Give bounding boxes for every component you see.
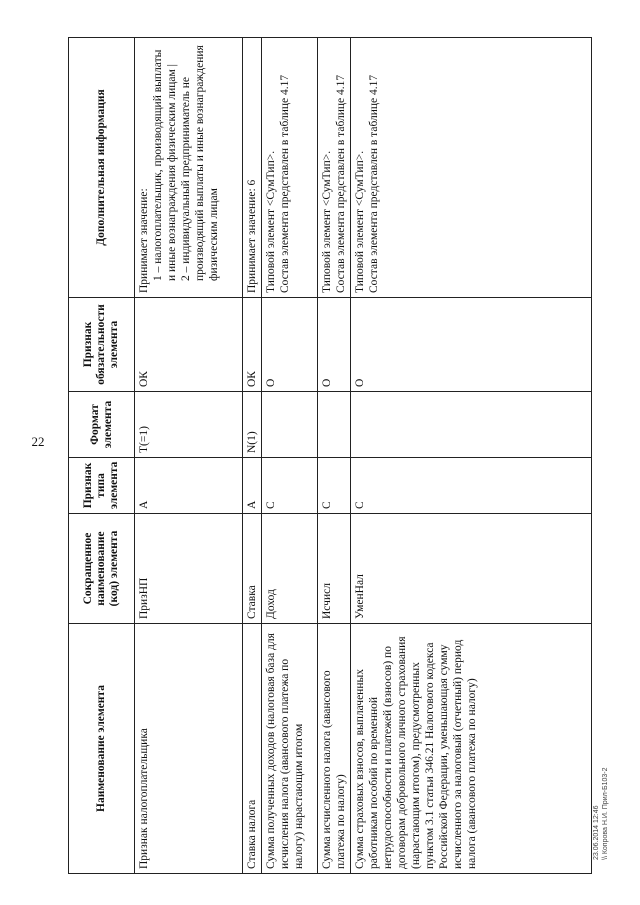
cell-code: Доход xyxy=(262,514,318,624)
cell-info xyxy=(243,38,262,298)
cell-name: Сумма полученных доходов (налоговая база для исчисления налога (авансового платежа по налогу) нарастающим итогом xyxy=(262,624,318,874)
rotated-table-container xyxy=(68,38,592,874)
table-row xyxy=(262,38,318,874)
cell-info xyxy=(318,38,351,298)
element-spec-table xyxy=(68,37,592,874)
stamp-date: 23.06.2014 12:46 xyxy=(593,805,600,860)
info-line: Состав элемента представлен в таблице 4.17 xyxy=(368,74,380,293)
cell-name: Сумма исчисленного налога (авансового платежа по налогу) xyxy=(318,624,351,874)
info-line: 2 – индивидуальный предприниматель не производящий выплаты и иные вознаграждения физическим лицам xyxy=(180,45,220,281)
cell-type: А xyxy=(135,458,243,514)
table-row xyxy=(318,38,351,874)
cell-type: С xyxy=(262,458,318,514)
header-element-type: Признак типа элемента xyxy=(69,458,135,514)
header-element-format: Формат элемента xyxy=(69,392,135,458)
cell-type: С xyxy=(318,458,351,514)
cell-name: Сумма страховых взносов, выплаченных работникам пособий по временной нетрудоспособности и платежей (взносов) по договорам добровольного личного страхования (нарастающим итогом), предусмотренных пунктом 3.1 статьи 346.21 Налогового кодекса Российской Федерации, уменьшающая сумму исчисленного за налоговый (отчетный) период налога (авансового платежа по налогу) xyxy=(351,624,592,874)
cell-code: УменНал xyxy=(351,514,592,624)
table-row xyxy=(351,38,592,874)
cell-info xyxy=(351,38,592,298)
header-additional-info: Дополнительная информация xyxy=(69,38,135,298)
info-line: Типовой элемент <СумТип>. xyxy=(354,150,366,293)
info-line: Принимает значение: 6 xyxy=(246,179,258,293)
cell-type: А xyxy=(243,458,262,514)
document-stamp xyxy=(592,720,618,860)
table-row xyxy=(243,38,262,874)
cell-required: О xyxy=(351,298,592,392)
cell-required: ОК xyxy=(135,298,243,392)
info-line: Типовой элемент <СумТип>. xyxy=(265,150,277,293)
header-element-required: Признак обязательности элемента xyxy=(69,298,135,392)
table-row xyxy=(135,38,243,874)
cell-type: С xyxy=(351,458,592,514)
cell-name: Признак налогоплательщика xyxy=(135,624,243,874)
info-line: Состав элемента представлен в таблице 4.17 xyxy=(335,74,347,293)
cell-format xyxy=(262,392,318,458)
header-element-code: Сокращенное наименование (код) элемента xyxy=(69,514,135,624)
cell-required: О xyxy=(262,298,318,392)
info-line: Состав элемента представлен в таблице 4.17 xyxy=(279,74,291,293)
cell-name: Ставка налога xyxy=(243,624,262,874)
cell-format xyxy=(318,392,351,458)
cell-format: T(=1) xyxy=(135,392,243,458)
cell-code: ПризНП xyxy=(135,514,243,624)
table-header-row xyxy=(69,38,135,874)
info-line: 1 – налогоплательщик, производящий выплаты и иные вознаграждения физическим лицам | xyxy=(152,49,178,281)
cell-info xyxy=(262,38,318,298)
page-number: 22 xyxy=(31,434,45,449)
stamp-path: \\ Копрова Н.И. Прил-Б103-2 xyxy=(602,767,609,860)
info-line: Принимает значение: xyxy=(138,188,150,293)
cell-required: ОК xyxy=(243,298,262,392)
cell-info xyxy=(135,38,243,298)
header-element-name: Наименование элемента xyxy=(69,624,135,874)
info-line: Типовой элемент <СумТип>. xyxy=(321,150,333,293)
cell-required: О xyxy=(318,298,351,392)
cell-code: Исчисл xyxy=(318,514,351,624)
cell-code: Ставка xyxy=(243,514,262,624)
cell-format xyxy=(351,392,592,458)
cell-format: N(1) xyxy=(243,392,262,458)
